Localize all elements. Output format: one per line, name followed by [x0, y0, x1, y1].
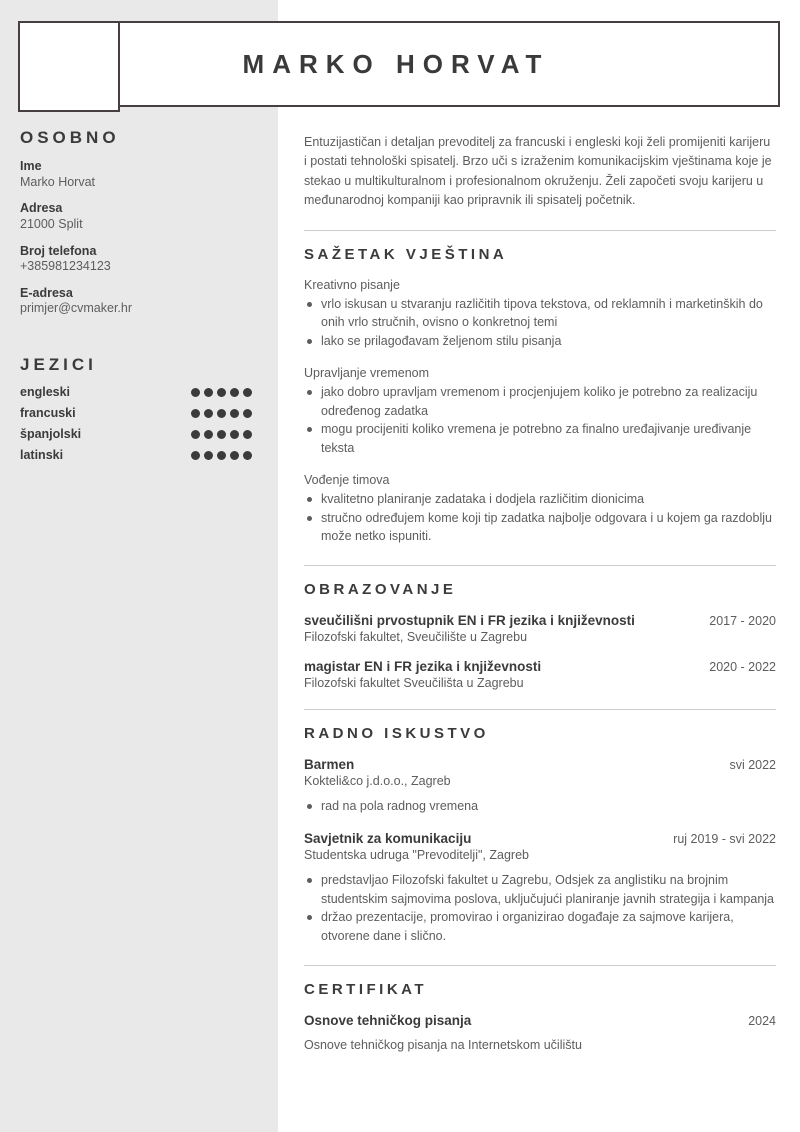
- language-row: [20, 427, 252, 441]
- personal-field-address: [20, 201, 258, 232]
- certificate-section: [304, 965, 776, 1052]
- skill-group-name: Upravljanje vremenom: [304, 365, 430, 380]
- job-title: Savjetnik za komunikaciju: [304, 830, 472, 846]
- skills-section: [304, 230, 776, 547]
- entry-period: 2017 - 2020: [709, 614, 776, 628]
- skill-group: [304, 473, 776, 546]
- skill-group-name: Kreativno pisanje: [304, 277, 400, 292]
- sidebar: [20, 128, 258, 462]
- entry-period: 2024: [748, 1013, 776, 1028]
- school-name: Filozofski fakultet Sveučilišta u Zagrebu: [304, 676, 524, 690]
- certificate-detail: Osnove tehničkog pisanja na Internetskom učilištu: [304, 1037, 582, 1052]
- field-value: Marko Horvat: [20, 174, 96, 189]
- field-value: +385981234123: [20, 259, 111, 274]
- language-label: francuski: [20, 406, 76, 420]
- bullet-item: vrlo iskusan u stvaranju različitih tipova tekstova, od reklamnih i marketinških do onih vrlo stručnih, ovisno o konkretnoj temi: [304, 295, 776, 333]
- degree-title: sveučilišni prvostupnik EN i FR jezika i književnosti: [304, 613, 635, 628]
- languages-section-title: JEZICI: [20, 355, 97, 374]
- level-dot: [191, 430, 200, 439]
- language-row: [20, 385, 252, 399]
- name-banner: [118, 21, 780, 107]
- field-label: E-adresa: [20, 285, 73, 300]
- entry-header: [304, 659, 776, 674]
- languages-section: [20, 355, 258, 462]
- language-list: [20, 385, 258, 462]
- skill-group: [304, 366, 776, 458]
- language-level-dots: [191, 430, 252, 439]
- level-dot: [204, 430, 213, 439]
- bullet-item: držao prezentacije, promovirao i organizirao događaje za sajmove karijera, otvorene dane i slično.: [304, 908, 776, 946]
- entry-header: [304, 613, 776, 628]
- personal-field-name: [20, 159, 258, 190]
- language-row: [20, 406, 252, 420]
- entry-period: 2020 - 2022: [709, 660, 776, 674]
- experience-section: [304, 709, 776, 946]
- bullet-list: [304, 490, 776, 546]
- field-value: 21000 Split: [20, 216, 83, 231]
- school-name: Filozofski fakultet, Sveučilište u Zagrebu: [304, 630, 528, 644]
- language-label: latinski: [20, 448, 64, 462]
- level-dot: [243, 451, 252, 460]
- experience-entry: [304, 831, 776, 946]
- education-entry: [304, 613, 776, 644]
- level-dot: [230, 451, 239, 460]
- language-level-dots: [191, 451, 252, 460]
- entry-period: ruj 2019 - svi 2022: [673, 831, 776, 846]
- level-dot: [217, 430, 226, 439]
- skill-group: [304, 278, 776, 351]
- bullet-item: stručno određujem kome koji tip zadatka najbolje odgovara i u kojem ga razdoblju može netko ispuniti.: [304, 509, 776, 547]
- level-dot: [217, 409, 226, 418]
- language-label: španjolski: [20, 427, 82, 441]
- level-dot: [230, 388, 239, 397]
- entry-header: [304, 1013, 776, 1028]
- education-section-title: OBRAZOVANJE: [304, 581, 457, 598]
- language-level-dots: [191, 409, 252, 418]
- entry-header: [304, 831, 776, 846]
- personal-field-phone: [20, 244, 258, 275]
- bullet-item: predstavljao Filozofski fakultet u Zagrebu, Odsjek za anglistiku na brojnim studentskim sajmovima poslova, uključujući planiranje javnih strategija i kampanja: [304, 871, 776, 909]
- level-dot: [243, 388, 252, 397]
- photo-placeholder: [18, 21, 120, 112]
- level-dot: [191, 451, 200, 460]
- language-label: engleski: [20, 385, 71, 399]
- bullet-item: rad na pola radnog vremena: [304, 797, 776, 816]
- level-dot: [230, 430, 239, 439]
- language-level-dots: [191, 388, 252, 397]
- bullet-list: [304, 871, 776, 946]
- personal-section-title: OSOBNO: [20, 128, 120, 147]
- entry-period: svi 2022: [729, 758, 776, 772]
- profile-summary: Entuzijastičan i detaljan prevoditelj za francuski i engleski koji želi promijeniti karijeru i postati tehnološki spisatelj. Brzo uči s izraženim komunikacijskim vještinama koje je stekao u multikulturalnom i profesionalnom okruženju. Želi započeti svoju karijeru u međunarodnoj kompaniji kao pripravnik ili spisatelj početnik.: [304, 135, 772, 208]
- level-dot: [217, 388, 226, 397]
- bullet-list: [304, 797, 776, 816]
- page-title: MARKO HORVAT: [242, 48, 550, 79]
- bullet-list: [304, 295, 776, 351]
- employer-name: Kokteli&co j.d.o.o., Zagreb: [304, 774, 451, 788]
- main-column: [304, 133, 776, 1052]
- employer-name: Studentska udruga "Prevoditelji", Zagreb: [304, 847, 529, 862]
- language-row: [20, 448, 252, 462]
- field-value: primjer@cvmaker.hr: [20, 301, 133, 316]
- level-dot: [243, 409, 252, 418]
- certificate-title: Osnove tehničkog pisanja: [304, 1012, 472, 1028]
- experience-section-title: RADNO ISKUSTVO: [304, 725, 489, 742]
- bullet-item: jako dobro upravljam vremenom i procjenjujem koliko je potrebno za realizaciju određenog zadatka: [304, 383, 776, 421]
- personal-field-email: [20, 286, 258, 317]
- personal-section: [20, 128, 258, 317]
- level-dot: [204, 451, 213, 460]
- certificate-section-title: CERTIFIKAT: [304, 980, 428, 998]
- level-dot: [204, 409, 213, 418]
- education-entry: [304, 659, 776, 690]
- level-dot: [243, 430, 252, 439]
- level-dot: [230, 409, 239, 418]
- skills-section-title: SAŽETAK VJEŠTINA: [304, 245, 508, 263]
- certificate-entry: [304, 1013, 776, 1052]
- bullet-item: mogu procijeniti koliko vremena je potrebno za finalno uređajivanje uređivanje teksta: [304, 420, 776, 458]
- level-dot: [191, 409, 200, 418]
- level-dot: [217, 451, 226, 460]
- education-section: [304, 565, 776, 690]
- level-dot: [191, 388, 200, 397]
- bullet-item: lako se prilagođavam željenom stilu pisanja: [304, 332, 776, 351]
- degree-title: magistar EN i FR jezika i književnosti: [304, 659, 542, 674]
- field-label: Adresa: [20, 201, 63, 216]
- level-dot: [204, 388, 213, 397]
- bullet-list: [304, 383, 776, 458]
- skill-group-name: Vođenje timova: [304, 472, 390, 487]
- entry-header: [304, 757, 776, 772]
- field-label: Ime: [20, 159, 42, 173]
- experience-entry: [304, 757, 776, 816]
- bullet-item: kvalitetno planiranje zadataka i dodjela različitim dionicima: [304, 490, 776, 509]
- job-title: Barmen: [304, 757, 355, 772]
- field-label: Broj telefona: [20, 243, 97, 258]
